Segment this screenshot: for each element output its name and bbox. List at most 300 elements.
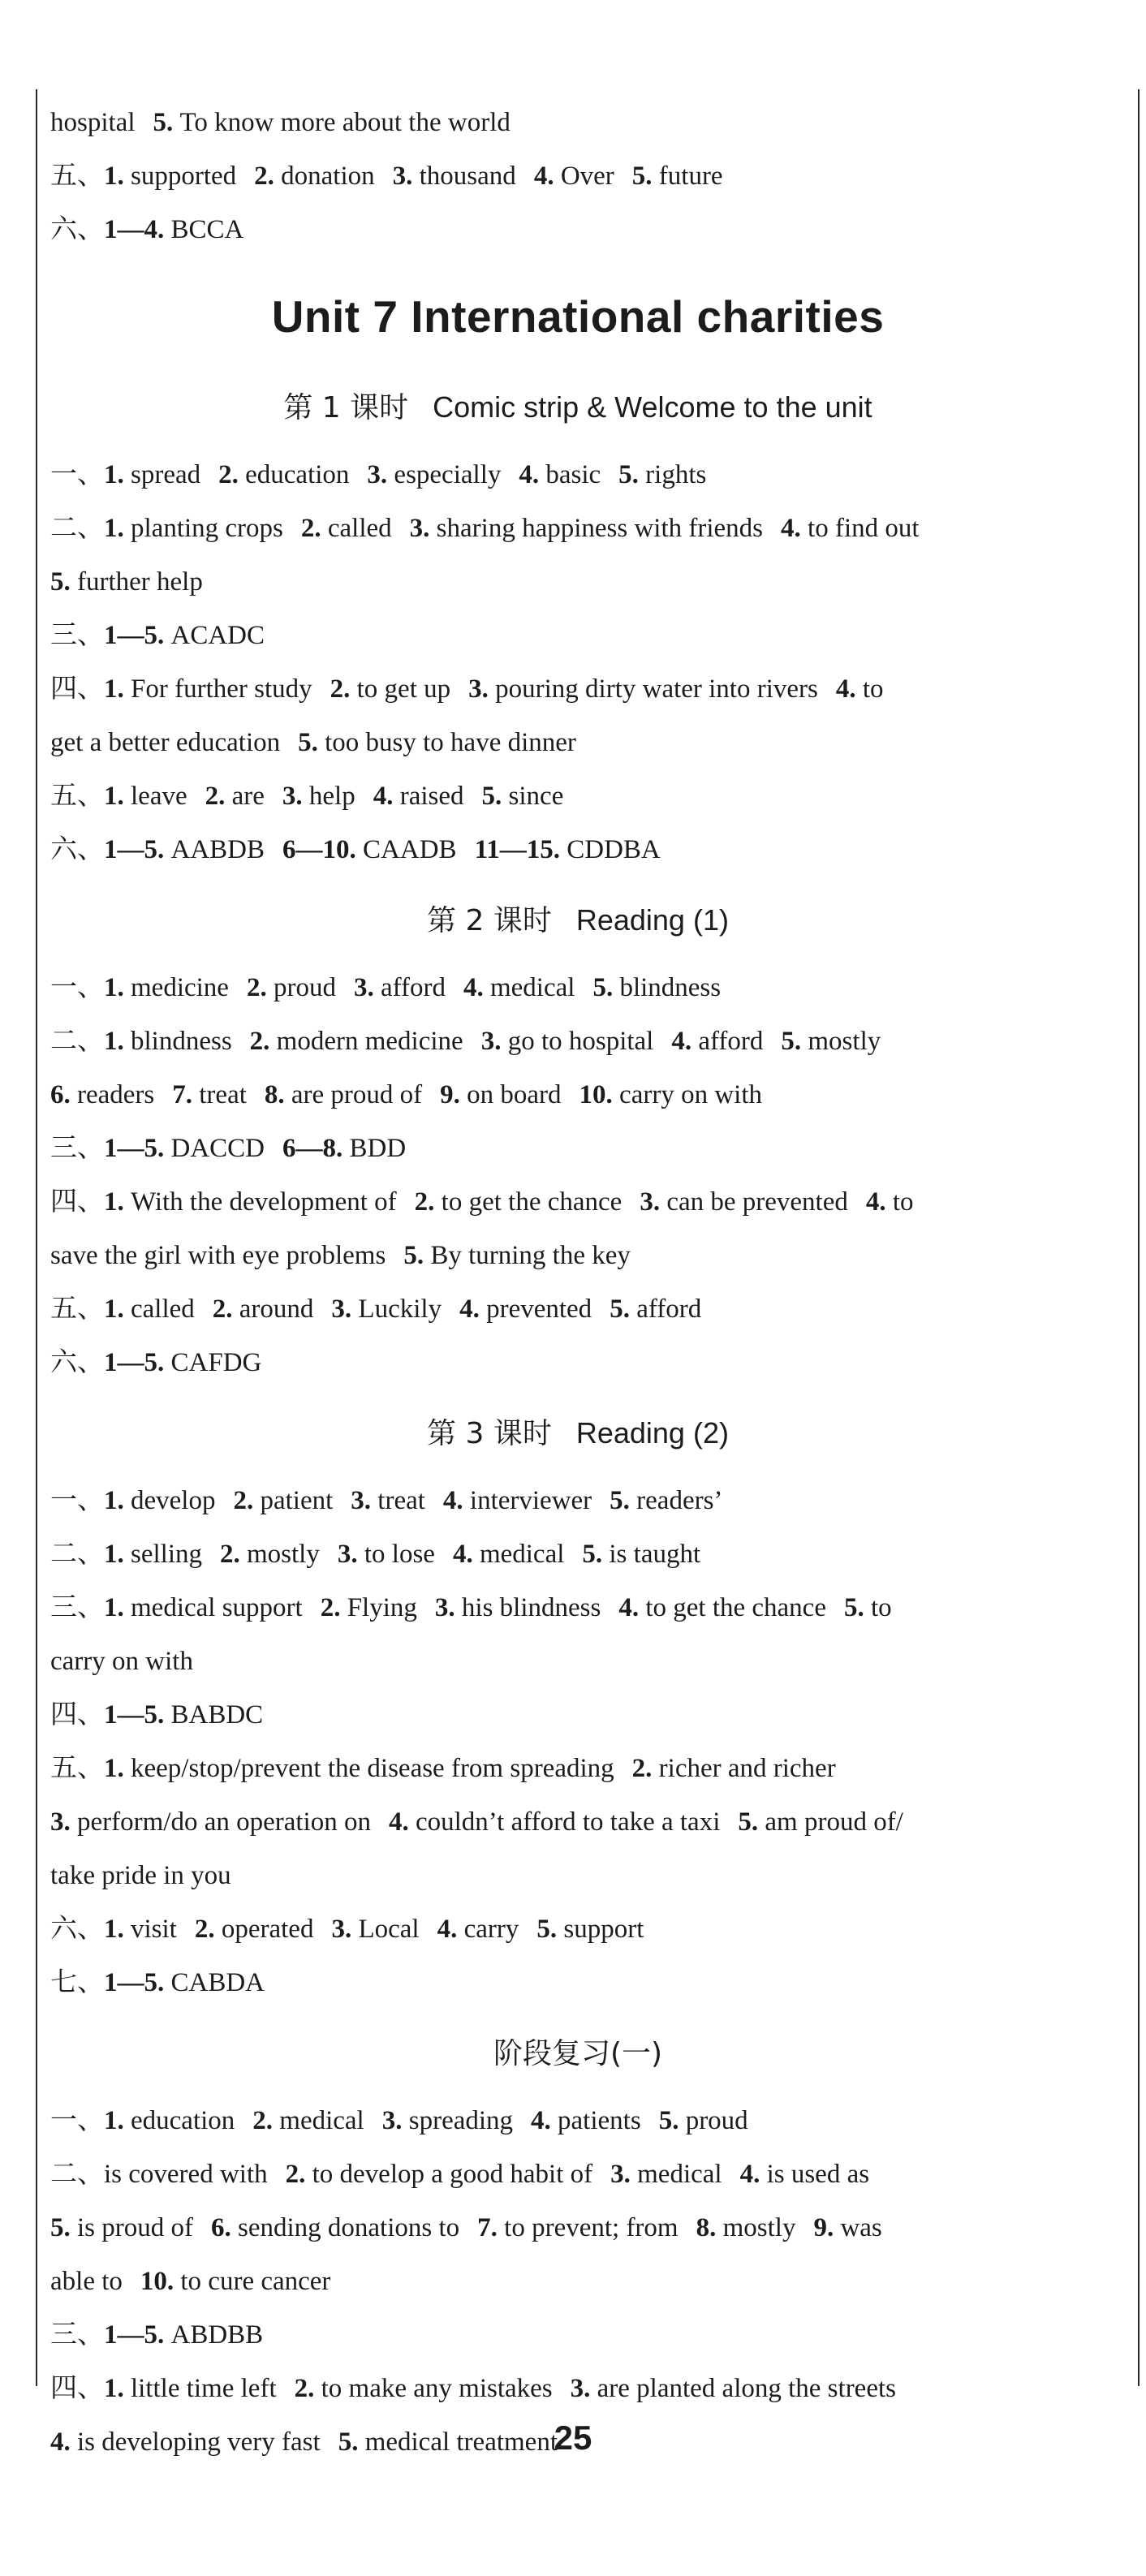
answer-line bbox=[50, 502, 1105, 555]
question-number: 4. bbox=[463, 973, 484, 1002]
lesson-2-answers bbox=[50, 961, 1105, 1389]
answer-text: modern medicine bbox=[276, 1027, 463, 1056]
question-number: 3. bbox=[331, 1915, 352, 1944]
question-number: 3. bbox=[392, 162, 413, 191]
answer-text: To know more about the world bbox=[179, 108, 511, 137]
question-number: 2. bbox=[212, 1294, 233, 1324]
answer-text: 一、 bbox=[50, 973, 104, 1002]
answer-text: further help bbox=[77, 567, 203, 597]
answer-text: proud bbox=[685, 2106, 748, 2135]
answer-text: future bbox=[658, 162, 723, 191]
answer-text: mostly bbox=[247, 1540, 320, 1569]
previous-unit-answers bbox=[50, 96, 1105, 256]
answer-line bbox=[50, 96, 1105, 149]
answer-text: visit bbox=[131, 1915, 177, 1944]
answer-line bbox=[50, 555, 1105, 609]
answer-text: am proud of/ bbox=[765, 1807, 903, 1837]
question-number: 1. bbox=[104, 1027, 124, 1056]
answer-text: ABDBB bbox=[170, 2320, 264, 2350]
answer-text: CABDA bbox=[170, 1968, 265, 1997]
question-number: 6—8. bbox=[282, 1134, 343, 1163]
question-number: 3. bbox=[381, 2106, 403, 2135]
answer-line bbox=[50, 203, 1105, 256]
answer-text: are proud of bbox=[291, 1080, 423, 1109]
answer-text: CAADB bbox=[363, 835, 457, 864]
answer-text: carry on with bbox=[50, 1647, 193, 1676]
question-number: 8. bbox=[264, 1080, 285, 1109]
answer-line bbox=[50, 2094, 1105, 2147]
answer-text: Local bbox=[358, 1915, 420, 1944]
question-number: 1. bbox=[104, 2106, 124, 2135]
answer-text: afford bbox=[380, 973, 446, 1002]
answer-text: BCCA bbox=[170, 215, 244, 244]
answer-line bbox=[50, 1956, 1105, 2010]
question-number: 4. bbox=[531, 2106, 551, 2135]
answer-line bbox=[50, 1795, 1105, 1849]
question-number: 4. bbox=[835, 674, 856, 704]
answer-text: 五、 bbox=[50, 782, 104, 811]
answer-text: to bbox=[892, 1187, 914, 1217]
answer-text: carry bbox=[463, 1915, 519, 1944]
question-number: 1. bbox=[104, 1915, 124, 1944]
answer-text: AABDB bbox=[170, 835, 265, 864]
question-number: 5. bbox=[738, 1807, 759, 1837]
lesson-2-topic: Reading (1) bbox=[575, 903, 729, 937]
answer-text: was bbox=[840, 2213, 882, 2242]
answer-text: his blindness bbox=[461, 1593, 601, 1622]
question-number: 5. bbox=[610, 1486, 630, 1515]
question-number: 5. bbox=[50, 2213, 71, 2242]
question-number: 7. bbox=[477, 2213, 498, 2242]
answer-text: medicine bbox=[131, 973, 229, 1002]
answer-line bbox=[50, 1336, 1105, 1389]
answer-text: planting crops bbox=[131, 514, 283, 543]
question-number: 3. bbox=[353, 973, 374, 1002]
answer-line bbox=[50, 1282, 1105, 1336]
question-number: 1. bbox=[104, 1754, 124, 1783]
question-number: 3. bbox=[434, 1593, 455, 1622]
answer-text: blindness bbox=[619, 973, 722, 1002]
review-answers bbox=[50, 2094, 1105, 2469]
answer-line bbox=[50, 2362, 1105, 2415]
answer-text: raised bbox=[399, 782, 464, 811]
question-number: 5. bbox=[610, 1294, 630, 1324]
answer-line bbox=[50, 1175, 1105, 1229]
answer-text: 二、 bbox=[50, 2160, 104, 2189]
question-number: 3. bbox=[337, 1540, 358, 1569]
answer-text: 三、 bbox=[50, 2320, 104, 2350]
question-number: 4. bbox=[452, 1540, 473, 1569]
answer-text: support bbox=[563, 1915, 644, 1944]
lesson-1-heading bbox=[50, 364, 1105, 448]
answer-line bbox=[50, 1635, 1105, 1688]
lesson-3-heading bbox=[50, 1389, 1105, 1474]
answer-line bbox=[50, 2147, 1105, 2201]
answer-text: are planted along the streets bbox=[597, 2374, 896, 2403]
question-number: 2. bbox=[285, 2160, 306, 2189]
answer-text: 一、 bbox=[50, 1486, 104, 1515]
question-number: 10. bbox=[140, 2267, 174, 2296]
answer-line bbox=[50, 716, 1105, 769]
answer-text: basic bbox=[545, 460, 601, 489]
question-number: 4. bbox=[618, 1593, 640, 1622]
answer-text: go to hospital bbox=[507, 1027, 654, 1056]
question-number: 1. bbox=[104, 162, 124, 191]
answer-text: 五、 bbox=[50, 1294, 104, 1324]
answer-text: BDD bbox=[349, 1134, 407, 1163]
answer-line bbox=[50, 1688, 1105, 1742]
answer-text: to lose bbox=[364, 1540, 435, 1569]
answer-text: patients bbox=[558, 2106, 641, 2135]
question-number: 3. bbox=[50, 1807, 71, 1837]
answer-text: 六、 bbox=[50, 1915, 104, 1944]
question-number: 5. bbox=[582, 1540, 603, 1569]
answer-line bbox=[50, 2201, 1105, 2255]
answer-text: 二、 bbox=[50, 514, 104, 543]
answer-text: couldn’t afford to take a taxi bbox=[415, 1807, 721, 1837]
question-number: 4. bbox=[739, 2160, 760, 2189]
answer-text: supported bbox=[131, 162, 237, 191]
question-number: 4. bbox=[671, 1027, 692, 1056]
lesson-3-topic: Reading (2) bbox=[575, 1416, 729, 1450]
answer-line bbox=[50, 1902, 1105, 1956]
question-number: 4. bbox=[437, 1915, 458, 1944]
question-number: 5. bbox=[153, 108, 174, 137]
answer-line bbox=[50, 2255, 1105, 2308]
question-number: 4. bbox=[533, 162, 554, 191]
answer-text: especially bbox=[394, 460, 502, 489]
answer-line bbox=[50, 769, 1105, 823]
answer-text: blindness bbox=[131, 1027, 232, 1056]
answer-text: to make any mistakes bbox=[321, 2374, 553, 2403]
question-number: 3. bbox=[409, 514, 430, 543]
answer-text: operated bbox=[221, 1915, 314, 1944]
question-number: 1. bbox=[104, 674, 124, 704]
question-number: 1—5. bbox=[104, 2320, 165, 2350]
question-number: 7. bbox=[172, 1080, 193, 1109]
answer-text: CAFDG bbox=[170, 1348, 262, 1377]
question-number: 6. bbox=[211, 2213, 231, 2242]
question-number: 8. bbox=[696, 2213, 717, 2242]
question-number: 4. bbox=[519, 460, 540, 489]
question-number: 3. bbox=[480, 1027, 502, 1056]
question-number: 5. bbox=[536, 1915, 558, 1944]
answer-text: afford bbox=[636, 1294, 702, 1324]
question-number: 1. bbox=[104, 1593, 124, 1622]
question-number: 3. bbox=[570, 2374, 591, 2403]
answer-text: 五、 bbox=[50, 1754, 104, 1783]
question-number: 5. bbox=[338, 2427, 359, 2457]
answer-text: patient bbox=[260, 1486, 334, 1515]
answer-text: treat bbox=[199, 1080, 247, 1109]
answer-text: on board bbox=[467, 1080, 562, 1109]
answer-text: get a better education bbox=[50, 728, 281, 757]
answer-text: 六、 bbox=[50, 215, 104, 244]
question-number: 1—5. bbox=[104, 1134, 165, 1163]
question-number: 4. bbox=[459, 1294, 480, 1324]
answer-text: 四、 bbox=[50, 2374, 104, 2403]
answer-text: Luckily bbox=[358, 1294, 442, 1324]
question-number: 1. bbox=[104, 1540, 124, 1569]
answer-text: 五、 bbox=[50, 162, 104, 191]
question-number: 1. bbox=[104, 1294, 124, 1324]
answer-text: called bbox=[327, 514, 392, 543]
answer-line bbox=[50, 609, 1105, 662]
question-number: 6—10. bbox=[282, 835, 356, 864]
answer-text: rights bbox=[645, 460, 707, 489]
answer-line bbox=[50, 662, 1105, 716]
answer-line bbox=[50, 448, 1105, 502]
answer-text: save the girl with eye problems bbox=[50, 1241, 386, 1270]
question-number: 9. bbox=[440, 1080, 460, 1109]
lesson-1-answers bbox=[50, 448, 1105, 877]
answer-line bbox=[50, 2308, 1105, 2362]
answer-text: is used as bbox=[766, 2160, 870, 2189]
question-number: 1—5. bbox=[104, 1348, 165, 1377]
answer-text: education bbox=[245, 460, 350, 489]
answer-text: 二、 bbox=[50, 1540, 104, 1569]
answer-text: readers’ bbox=[636, 1486, 723, 1515]
lesson-1-number: 第 1 课时 bbox=[283, 391, 409, 424]
answer-text: With the development of bbox=[131, 1187, 397, 1217]
question-number: 5. bbox=[781, 1027, 802, 1056]
question-number: 5. bbox=[592, 973, 614, 1002]
answer-text: can be prevented bbox=[666, 1187, 848, 1217]
left-margin-rule bbox=[36, 89, 37, 2386]
question-number: 5. bbox=[658, 2106, 679, 2135]
question-number: 2. bbox=[330, 674, 351, 704]
answer-text: Flying bbox=[347, 1593, 417, 1622]
question-number: 1—5. bbox=[104, 835, 165, 864]
answer-text: DACCD bbox=[170, 1134, 265, 1163]
answer-text: is covered with bbox=[104, 2160, 268, 2189]
question-number: 4. bbox=[373, 782, 394, 811]
answer-text: BABDC bbox=[170, 1700, 264, 1730]
answer-text: medical bbox=[489, 973, 575, 1002]
answer-text: 三、 bbox=[50, 1134, 104, 1163]
answer-line bbox=[50, 1474, 1105, 1527]
question-number: 2. bbox=[246, 973, 267, 1002]
answer-text: 四、 bbox=[50, 1700, 104, 1730]
answer-text: perform/do an operation on bbox=[77, 1807, 371, 1837]
question-number: 1. bbox=[104, 1486, 124, 1515]
answer-line bbox=[50, 823, 1105, 877]
answer-line bbox=[50, 1742, 1105, 1795]
answer-text: 三、 bbox=[50, 621, 104, 650]
answer-text: CDDBA bbox=[567, 835, 661, 864]
answer-text: mostly bbox=[808, 1027, 881, 1056]
answer-text: able to bbox=[50, 2267, 123, 2296]
answer-text: too busy to have dinner bbox=[325, 728, 576, 757]
question-number: 4. bbox=[865, 1187, 886, 1217]
answer-line bbox=[50, 1068, 1105, 1122]
question-number: 5. bbox=[843, 1593, 864, 1622]
answer-text: help bbox=[308, 782, 355, 811]
answer-text: thousand bbox=[419, 162, 516, 191]
question-number: 10. bbox=[579, 1080, 613, 1109]
answer-text: richer and richer bbox=[658, 1754, 836, 1783]
question-number: 4. bbox=[442, 1486, 463, 1515]
answer-line bbox=[50, 1122, 1105, 1175]
answer-text: to find out bbox=[808, 514, 920, 543]
question-number: 1. bbox=[104, 973, 124, 1002]
answer-text: develop bbox=[131, 1486, 216, 1515]
answer-text: Over bbox=[560, 162, 614, 191]
answer-text: to develop a good habit of bbox=[312, 2160, 593, 2189]
question-number: 2. bbox=[294, 2374, 315, 2403]
answer-text: medical treatment bbox=[364, 2427, 558, 2457]
answer-line bbox=[50, 1849, 1105, 1902]
question-number: 4. bbox=[388, 1807, 409, 1837]
answer-text: prevented bbox=[486, 1294, 592, 1324]
answer-text: 二、 bbox=[50, 1027, 104, 1056]
question-number: 2. bbox=[194, 1915, 215, 1944]
answer-text: spreading bbox=[408, 2106, 514, 2135]
question-number: 11—15. bbox=[474, 835, 560, 864]
question-number: 2. bbox=[254, 162, 274, 191]
answer-text: medical bbox=[479, 1540, 565, 1569]
answer-text: is taught bbox=[609, 1540, 701, 1569]
answer-text: to prevent; from bbox=[504, 2213, 679, 2242]
answer-line bbox=[50, 1229, 1105, 1282]
answer-text: is developing very fast bbox=[77, 2427, 321, 2457]
answer-text: is proud of bbox=[77, 2213, 193, 2242]
lesson-1-topic: Comic strip & Welcome to the unit bbox=[433, 390, 872, 424]
answer-line bbox=[50, 1014, 1105, 1068]
answer-text: medical support bbox=[131, 1593, 303, 1622]
question-number: 3. bbox=[610, 2160, 631, 2189]
answer-text: called bbox=[131, 1294, 195, 1324]
answer-text: For further study bbox=[131, 674, 312, 704]
answer-text: hospital bbox=[50, 108, 136, 137]
answer-text: ACADC bbox=[170, 621, 265, 650]
answer-line bbox=[50, 961, 1105, 1014]
answer-text: 六、 bbox=[50, 835, 104, 864]
question-number: 5. bbox=[403, 1241, 424, 1270]
question-number: 5. bbox=[618, 460, 639, 489]
answer-text: 三、 bbox=[50, 1593, 104, 1622]
question-number: 5. bbox=[50, 567, 71, 597]
answer-text: By turning the key bbox=[430, 1241, 631, 1270]
review-title: 阶段复习(一) bbox=[493, 2037, 663, 2070]
question-number: 2. bbox=[249, 1027, 270, 1056]
answer-content bbox=[50, 96, 1105, 2469]
question-number: 2. bbox=[631, 1754, 653, 1783]
question-number: 2. bbox=[220, 1540, 240, 1569]
answer-text: to bbox=[870, 1593, 892, 1622]
answer-text: medical bbox=[637, 2160, 722, 2189]
question-number: 6. bbox=[50, 1080, 71, 1109]
question-number: 1. bbox=[104, 514, 124, 543]
answer-line bbox=[50, 1581, 1105, 1635]
answer-text: keep/stop/prevent the disease from spreading bbox=[131, 1754, 614, 1783]
lesson-2-number: 第 2 课时 bbox=[427, 904, 552, 937]
question-number: 5. bbox=[298, 728, 318, 757]
answer-text: spread bbox=[131, 460, 201, 489]
answer-text: 七、 bbox=[50, 1968, 104, 1997]
answer-text: 四、 bbox=[50, 1187, 104, 1217]
answer-text: 六、 bbox=[50, 1348, 104, 1377]
answer-text: sending donations to bbox=[238, 2213, 460, 2242]
question-number: 2. bbox=[252, 2106, 274, 2135]
lesson-3-answers bbox=[50, 1474, 1105, 2010]
page-number: 25 bbox=[554, 2419, 592, 2457]
question-number: 4. bbox=[50, 2427, 71, 2457]
question-number: 1—5. bbox=[104, 621, 165, 650]
answer-text: interviewer bbox=[469, 1486, 592, 1515]
answer-line bbox=[50, 149, 1105, 203]
answer-text: mostly bbox=[722, 2213, 796, 2242]
lesson-3-number: 第 3 课时 bbox=[427, 1417, 552, 1450]
question-number: 1. bbox=[104, 1187, 124, 1217]
answer-text: since bbox=[508, 782, 564, 811]
answer-text: to bbox=[862, 674, 884, 704]
question-number: 3. bbox=[282, 782, 303, 811]
answer-text: readers bbox=[77, 1080, 155, 1109]
question-number: 2. bbox=[233, 1486, 254, 1515]
question-number: 3. bbox=[367, 460, 388, 489]
question-number: 1. bbox=[104, 460, 124, 489]
answer-text: donation bbox=[281, 162, 375, 191]
answer-text: to get the chance bbox=[441, 1187, 623, 1217]
answer-text: to get the chance bbox=[645, 1593, 826, 1622]
question-number: 2. bbox=[300, 514, 321, 543]
answer-text: are bbox=[231, 782, 265, 811]
question-number: 3. bbox=[640, 1187, 661, 1217]
answer-text: afford bbox=[698, 1027, 764, 1056]
question-number: 2. bbox=[218, 460, 239, 489]
question-number: 5. bbox=[631, 162, 653, 191]
answer-text: to cure cancer bbox=[180, 2267, 331, 2296]
question-number: 2. bbox=[320, 1593, 341, 1622]
answer-text: proud bbox=[273, 973, 336, 1002]
review-heading bbox=[50, 2010, 1105, 2094]
answer-line bbox=[50, 1527, 1105, 1581]
right-margin-rule bbox=[1138, 89, 1140, 2386]
answer-text: carry on with bbox=[619, 1080, 762, 1109]
question-number: 5. bbox=[481, 782, 502, 811]
unit-title: Unit 7 International charities bbox=[271, 291, 885, 342]
answer-text: 一、 bbox=[50, 2106, 104, 2135]
question-number: 1—4. bbox=[104, 215, 165, 244]
question-number: 3. bbox=[468, 674, 489, 704]
answer-text: 一、 bbox=[50, 460, 104, 489]
answer-text: sharing happiness with friends bbox=[436, 514, 764, 543]
answer-text: to get up bbox=[356, 674, 451, 704]
answer-text: around bbox=[239, 1294, 314, 1324]
lesson-2-heading bbox=[50, 877, 1105, 961]
question-number: 2. bbox=[205, 782, 226, 811]
answer-text: medical bbox=[279, 2106, 364, 2135]
answer-text: little time left bbox=[131, 2374, 277, 2403]
question-number: 1. bbox=[104, 782, 124, 811]
answer-text: education bbox=[131, 2106, 235, 2135]
answer-text: take pride in you bbox=[50, 1861, 231, 1890]
question-number: 1—5. bbox=[104, 1968, 165, 1997]
answer-text: pouring dirty water into rivers bbox=[495, 674, 818, 704]
answer-text: leave bbox=[131, 782, 187, 811]
answer-text: 四、 bbox=[50, 674, 104, 704]
question-number: 1. bbox=[104, 2374, 124, 2403]
question-number: 9. bbox=[813, 2213, 834, 2242]
answer-text: selling bbox=[131, 1540, 202, 1569]
question-number: 4. bbox=[781, 514, 801, 543]
question-number: 2. bbox=[414, 1187, 435, 1217]
answer-text: treat bbox=[377, 1486, 425, 1515]
question-number: 1—5. bbox=[104, 1700, 165, 1730]
question-number: 3. bbox=[351, 1486, 372, 1515]
question-number: 3. bbox=[331, 1294, 352, 1324]
